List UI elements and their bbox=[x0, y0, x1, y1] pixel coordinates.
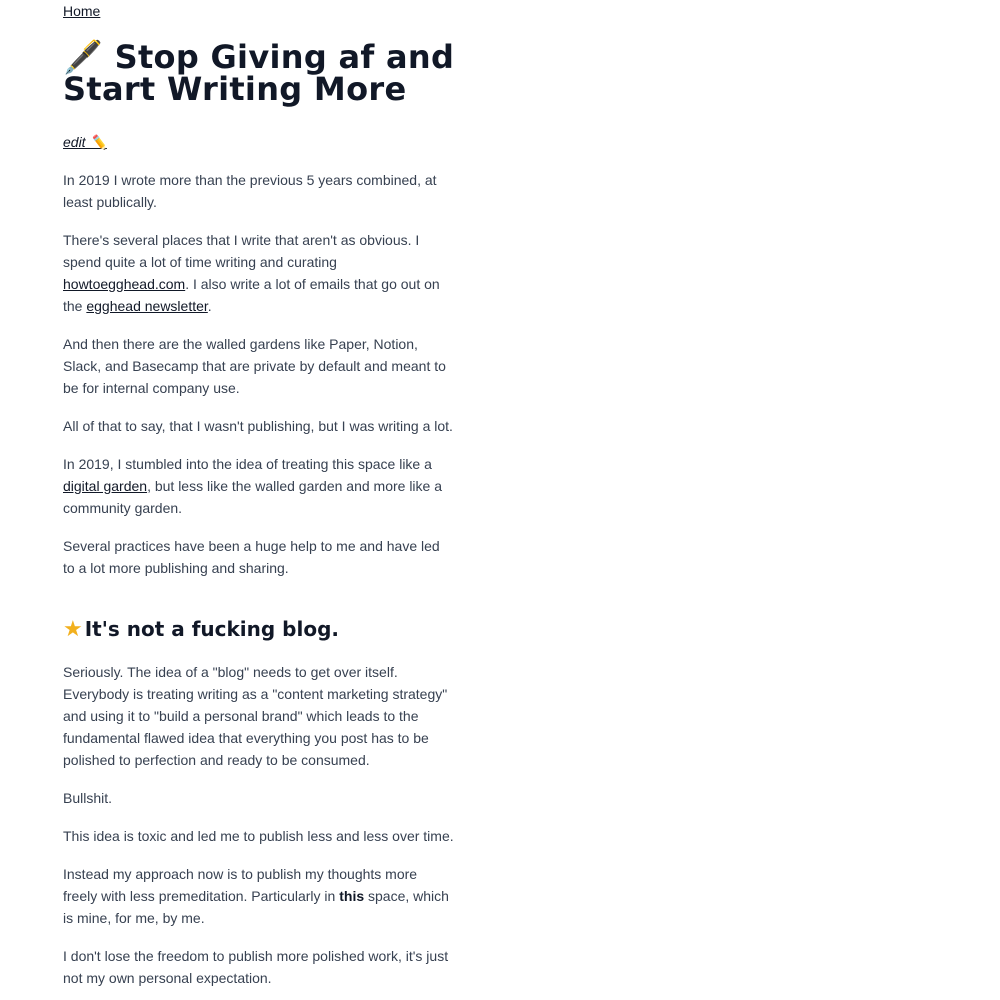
paragraph-10 bbox=[63, 863, 455, 929]
howtoegghead-link[interactable]: howtoegghead.com bbox=[63, 276, 186, 292]
paragraph-5-text-end: , but less like the walled garden and more like a community garden. bbox=[63, 478, 443, 516]
article bbox=[63, 0, 455, 989]
paragraph-8: Bullshit. bbox=[63, 790, 113, 806]
star-icon: ★ bbox=[63, 617, 83, 642]
paragraph-4: All of that to say, that I wasn't publishing, but I was writing a lot. bbox=[63, 418, 453, 434]
paragraph-10-bold: this bbox=[339, 888, 365, 904]
paragraph-5-text: In 2019, I stumbled into the idea of treating this space like a bbox=[63, 456, 432, 472]
paragraph-2-text-mid: . I also write a lot of emails that go out on the bbox=[63, 276, 440, 314]
paragraph-9: This idea is toxic and led me to publish less and less over time. bbox=[63, 828, 454, 844]
section-heading-text: It's not a fucking blog. bbox=[84, 617, 339, 641]
digital-garden-link[interactable]: digital garden bbox=[63, 478, 148, 494]
paragraph-2-text-end: . bbox=[207, 298, 212, 314]
paragraph-7: Seriously. The idea of a "blog" needs to get over itself. Everybody is treating writing as a "content marketing strategy" and using it to "build a personal brand" which leads to the fundamental flawed idea that everything you post has to be polished to perfection and ready to be consumed. bbox=[63, 664, 448, 768]
edit-link[interactable]: edit ✏️ bbox=[63, 134, 107, 150]
paragraph-3: And then there are the walled gardens like Paper, Notion, Slack, and Basecamp that are private by default and meant to be for internal company use. bbox=[63, 336, 446, 396]
paragraph-2 bbox=[63, 229, 455, 317]
paragraph-10-text: Instead my approach now is to publish my thoughts more freely with less premeditation. Particularly in bbox=[63, 866, 418, 904]
title-line-2: Start Writing More bbox=[63, 70, 407, 108]
title-line-1: Stop Giving af and bbox=[114, 38, 455, 76]
paragraph-2-text: There's several places that I write that aren't as obvious. I spend quite a lot of time writing and curating bbox=[63, 232, 420, 270]
home-link[interactable]: Home bbox=[63, 3, 101, 19]
fountain-pen-icon: 🖋️ bbox=[63, 38, 104, 76]
paragraph-5 bbox=[63, 453, 455, 519]
paragraph-11: I don't lose the freedom to publish more polished work, it's just not my own personal expectation. bbox=[63, 948, 449, 986]
page-title bbox=[63, 38, 455, 108]
section-heading bbox=[63, 615, 455, 644]
paragraph-6: Several practices have been a huge help to me and have led to a lot more publishing and sharing. bbox=[63, 538, 440, 576]
egghead-newsletter-link[interactable]: egghead newsletter bbox=[86, 298, 208, 314]
paragraph-1: In 2019 I wrote more than the previous 5 years combined, at least publically. bbox=[63, 172, 437, 210]
paragraph-10-text-end: space, which is mine, for me, by me. bbox=[63, 888, 449, 926]
